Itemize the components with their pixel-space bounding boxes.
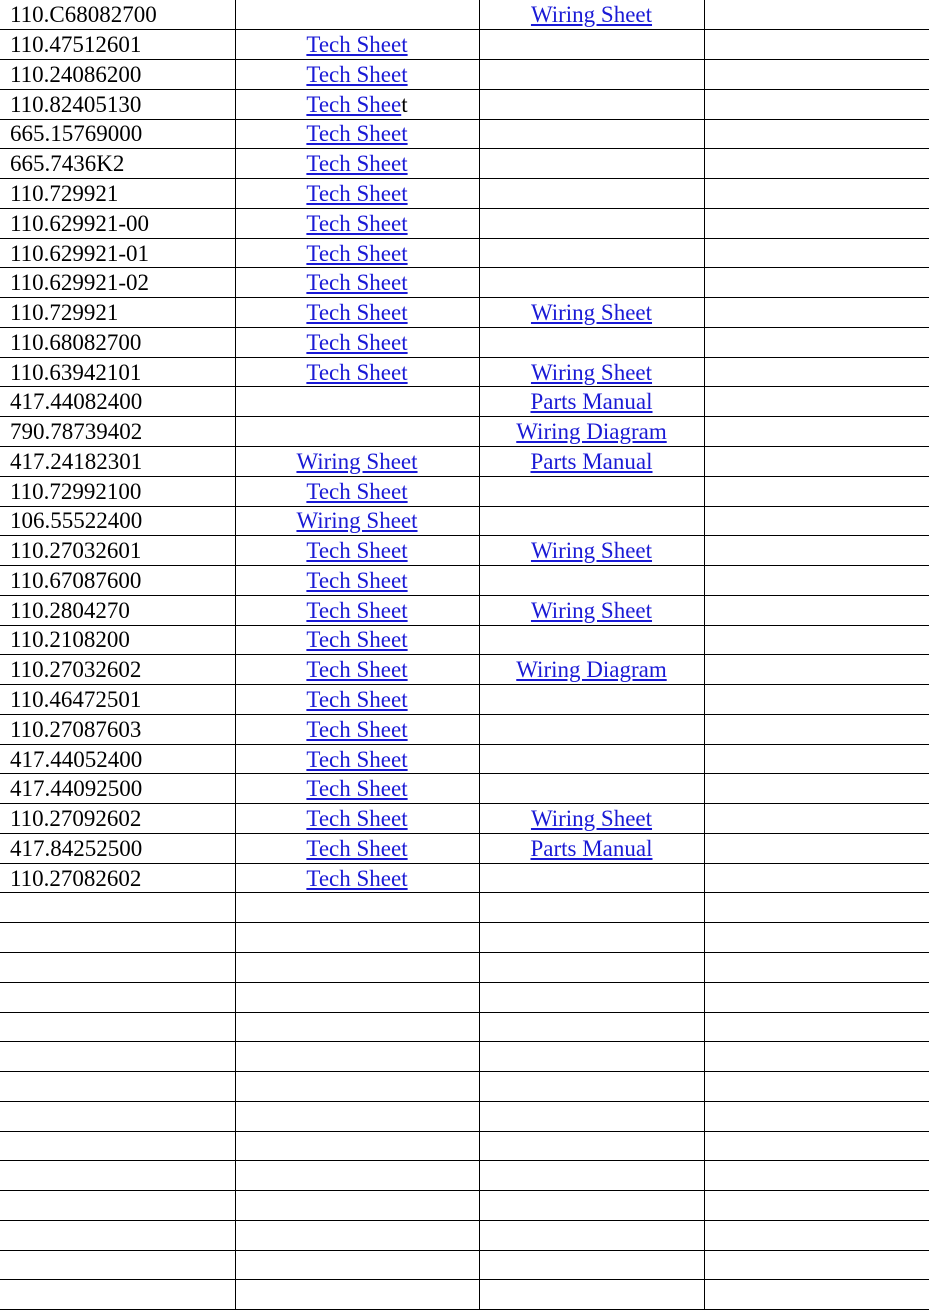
- document-link-cell: [235, 119, 479, 149]
- document-link-cell: [479, 179, 704, 209]
- document-link-cell: [235, 506, 479, 536]
- document-link-cell: [235, 744, 479, 774]
- tech-sheet-link[interactable]: Tech Sheet: [306, 121, 408, 147]
- empty-cell: [479, 1131, 704, 1161]
- empty-cell: [235, 1012, 479, 1042]
- table-row: [0, 89, 929, 119]
- tech-sheet-link[interactable]: Tech Sheet: [306, 270, 408, 296]
- empty-table-row: [0, 1191, 929, 1221]
- document-link-cell: [235, 804, 479, 834]
- model-number-cell: 110.27087603: [0, 714, 235, 744]
- table-row: [0, 476, 929, 506]
- document-link-cell: [479, 149, 704, 179]
- empty-cell: [0, 1191, 235, 1221]
- empty-cell: [704, 0, 929, 30]
- tech-sheet-link[interactable]: Tech Sheet: [306, 32, 408, 58]
- empty-cell: [704, 923, 929, 953]
- empty-cell: [704, 60, 929, 90]
- empty-cell: [0, 893, 235, 923]
- document-link-cell: [479, 357, 704, 387]
- document-link-cell: [235, 357, 479, 387]
- document-link-cell: [235, 595, 479, 625]
- document-link-cell: [479, 774, 704, 804]
- empty-cell: [479, 1250, 704, 1280]
- empty-table-row: [0, 1042, 929, 1072]
- empty-table-row: [0, 1012, 929, 1042]
- empty-cell: [704, 30, 929, 60]
- model-number-cell: 110.27092602: [0, 804, 235, 834]
- tech-sheet-link[interactable]: Tech Sheet: [306, 151, 408, 177]
- table-row: [0, 506, 929, 536]
- document-link-cell: [479, 119, 704, 149]
- table-row: [0, 744, 929, 774]
- table-row: [0, 714, 929, 744]
- tech-sheet-link[interactable]: Tech Sheet: [306, 61, 408, 87]
- table-row: [0, 208, 929, 238]
- document-link-cell: [235, 149, 479, 179]
- empty-cell: [235, 1101, 479, 1131]
- document-link-cell: [479, 685, 704, 715]
- wiring-sheet-link[interactable]: Wiring Sheet: [530, 597, 653, 623]
- empty-cell: [235, 953, 479, 983]
- tech-sheet-link[interactable]: Tech Sheet: [306, 746, 408, 772]
- document-link-cell: [235, 0, 479, 30]
- document-link-cell: [235, 298, 479, 328]
- document-link-cell: [235, 179, 479, 209]
- empty-table-row: [0, 953, 929, 983]
- empty-cell: [235, 1191, 479, 1221]
- document-link-cell: [479, 833, 704, 863]
- table-row: [0, 566, 929, 596]
- empty-cell: [479, 1280, 704, 1310]
- model-number-cell: 665.7436K2: [0, 149, 235, 179]
- document-link-cell: [235, 446, 479, 476]
- parts-manual-link[interactable]: Parts Manual: [530, 835, 653, 861]
- tech-sheet-link[interactable]: Tech Sheet: [306, 478, 408, 504]
- empty-cell: [479, 1042, 704, 1072]
- table-row: [0, 685, 929, 715]
- empty-table-row: [0, 1280, 929, 1310]
- tech-sheet-link[interactable]: Tech Sheet: [306, 359, 408, 385]
- table-row: [0, 595, 929, 625]
- empty-cell: [479, 1161, 704, 1191]
- empty-table-row: [0, 1101, 929, 1131]
- parts-manual-link[interactable]: Parts Manual: [530, 389, 653, 415]
- table-row: [0, 30, 929, 60]
- parts-manual-link[interactable]: Parts Manual: [530, 448, 653, 474]
- document-link-cell: [235, 774, 479, 804]
- model-number-cell: 110.47512601: [0, 30, 235, 60]
- empty-cell: [0, 923, 235, 953]
- empty-cell: [704, 357, 929, 387]
- model-number-cell: 110.67087600: [0, 566, 235, 596]
- document-link-cell: [479, 566, 704, 596]
- tech-sheet-link[interactable]: Tech Sheet: [306, 806, 408, 832]
- empty-cell: [704, 1072, 929, 1102]
- document-link-cell: [235, 268, 479, 298]
- document-link-cell: [479, 595, 704, 625]
- empty-cell: [479, 982, 704, 1012]
- empty-cell: [704, 804, 929, 834]
- empty-cell: [704, 833, 929, 863]
- document-link-cell: [235, 387, 479, 417]
- empty-cell: [704, 1191, 929, 1221]
- model-number-cell: 110.46472501: [0, 685, 235, 715]
- table-row: [0, 0, 929, 30]
- model-number-cell: 110.27082602: [0, 863, 235, 893]
- table-row: [0, 804, 929, 834]
- empty-cell: [235, 923, 479, 953]
- empty-cell: [479, 953, 704, 983]
- empty-cell: [479, 1220, 704, 1250]
- empty-cell: [0, 1072, 235, 1102]
- empty-cell: [704, 1161, 929, 1191]
- tech-sheet-link[interactable]: Tech Sheet: [306, 180, 408, 206]
- document-link-cell: [235, 625, 479, 655]
- model-number-cell: 417.44082400: [0, 387, 235, 417]
- empty-cell: [0, 1280, 235, 1310]
- wiring-diagram-link[interactable]: Wiring Diagram: [516, 657, 667, 683]
- model-number-cell: 110.729921: [0, 179, 235, 209]
- table-row: [0, 387, 929, 417]
- empty-cell: [235, 982, 479, 1012]
- empty-cell: [704, 625, 929, 655]
- model-number-cell: 110.2804270: [0, 595, 235, 625]
- empty-cell: [704, 149, 929, 179]
- document-link-cell: [479, 298, 704, 328]
- empty-cell: [704, 119, 929, 149]
- empty-cell: [704, 268, 929, 298]
- empty-table-row: [0, 1250, 929, 1280]
- empty-cell: [704, 744, 929, 774]
- table-row: [0, 774, 929, 804]
- model-number-cell: 110.729921: [0, 298, 235, 328]
- document-link-cell: [235, 60, 479, 90]
- document-link-cell: [235, 327, 479, 357]
- empty-cell: [704, 893, 929, 923]
- document-link-cell: [235, 833, 479, 863]
- document-link-cell: [479, 655, 704, 685]
- empty-cell: [235, 1131, 479, 1161]
- empty-cell: [704, 327, 929, 357]
- table-row: [0, 417, 929, 447]
- empty-cell: [704, 655, 929, 685]
- document-link-cell: [479, 476, 704, 506]
- document-link-cell: [235, 417, 479, 447]
- empty-table-row: [0, 1072, 929, 1102]
- tech-sheet-link[interactable]: Tech Sheet: [306, 776, 408, 802]
- table-row: [0, 119, 929, 149]
- empty-cell: [0, 982, 235, 1012]
- empty-cell: [704, 536, 929, 566]
- empty-cell: [0, 1250, 235, 1280]
- wiring-sheet-link[interactable]: Wiring Sheet: [530, 2, 653, 28]
- document-link-cell: [235, 30, 479, 60]
- table-row: [0, 179, 929, 209]
- tech-sheet-link[interactable]: Tech Sheet: [306, 538, 408, 564]
- empty-cell: [235, 893, 479, 923]
- document-link-cell: [479, 446, 704, 476]
- model-number-cell: 665.15769000: [0, 119, 235, 149]
- tech-sheet-link[interactable]: Tech Sheet: [306, 835, 408, 861]
- empty-cell: [704, 774, 929, 804]
- document-link-cell: [235, 238, 479, 268]
- document-link-cell: [235, 536, 479, 566]
- model-number-cell: 790.78739402: [0, 417, 235, 447]
- model-number-cell: 110.2108200: [0, 625, 235, 655]
- empty-cell: [235, 1280, 479, 1310]
- empty-cell: [704, 1220, 929, 1250]
- table-row: [0, 149, 929, 179]
- document-link-cell: [479, 714, 704, 744]
- empty-cell: [235, 1161, 479, 1191]
- tech-sheet-link[interactable]: Tech Sheet: [306, 300, 408, 326]
- empty-cell: [0, 1042, 235, 1072]
- table-row: [0, 655, 929, 685]
- document-link-cell: [479, 30, 704, 60]
- table-row: [0, 298, 929, 328]
- model-number-cell: 110.629921-01: [0, 238, 235, 268]
- wiring-sheet-link[interactable]: Wiring Sheet: [530, 300, 653, 326]
- wiring-sheet-link[interactable]: Wiring Sheet: [296, 508, 418, 534]
- table-row: [0, 863, 929, 893]
- empty-cell: [479, 1012, 704, 1042]
- document-link-cell: [479, 238, 704, 268]
- model-number-cell: 110.82405130: [0, 89, 235, 119]
- empty-cell: [704, 953, 929, 983]
- wiring-diagram-link[interactable]: Wiring Diagram: [516, 419, 667, 445]
- document-link-cell: [479, 327, 704, 357]
- document-link-cell: [479, 417, 704, 447]
- table-row: [0, 625, 929, 655]
- model-number-cell: 417.44052400: [0, 744, 235, 774]
- model-number-cell: 110.24086200: [0, 60, 235, 90]
- empty-cell: [0, 1161, 235, 1191]
- table-row: [0, 833, 929, 863]
- document-link-cell: [235, 566, 479, 596]
- document-link-cell: [235, 89, 479, 119]
- empty-cell: [704, 446, 929, 476]
- document-link-cell: [235, 863, 479, 893]
- empty-cell: [479, 893, 704, 923]
- empty-cell: [704, 566, 929, 596]
- tech-sheet-link[interactable]: Tech Sheet: [306, 865, 408, 891]
- document-link-cell: [235, 655, 479, 685]
- empty-cell: [0, 1101, 235, 1131]
- document-link-cell: [235, 476, 479, 506]
- tech-sheet-link[interactable]: Tech Sheet: [306, 210, 408, 236]
- empty-cell: [479, 1101, 704, 1131]
- table-row: [0, 327, 929, 357]
- tech-sheet-link[interactable]: Tech Sheet: [306, 597, 408, 623]
- empty-cell: [704, 387, 929, 417]
- model-number-cell: 110.63942101: [0, 357, 235, 387]
- empty-table-row: [0, 982, 929, 1012]
- empty-cell: [704, 298, 929, 328]
- empty-cell: [704, 1250, 929, 1280]
- tech-sheet-link[interactable]: Tech Sheet: [306, 716, 408, 742]
- model-number-cell: 110.629921-02: [0, 268, 235, 298]
- empty-cell: [704, 1101, 929, 1131]
- wiring-sheet-link[interactable]: Wiring Sheet: [530, 806, 653, 832]
- empty-cell: [235, 1250, 479, 1280]
- empty-cell: [704, 1042, 929, 1072]
- empty-cell: [704, 476, 929, 506]
- empty-cell: [479, 1072, 704, 1102]
- wiring-sheet-link[interactable]: Wiring Sheet: [530, 359, 653, 385]
- empty-cell: [0, 953, 235, 983]
- empty-table-row: [0, 1131, 929, 1161]
- model-number-cell: 110.27032601: [0, 536, 235, 566]
- document-link-cell: [479, 208, 704, 238]
- document-link-cell: [479, 506, 704, 536]
- document-link-cell: [479, 744, 704, 774]
- wiring-sheet-link[interactable]: Wiring Sheet: [530, 538, 653, 564]
- table-row: [0, 60, 929, 90]
- table-row: [0, 536, 929, 566]
- document-link-cell: [479, 0, 704, 30]
- link-trailing-text: t: [401, 91, 408, 117]
- document-link-cell: [479, 804, 704, 834]
- empty-cell: [704, 714, 929, 744]
- tech-sheet-link[interactable]: Tech Sheet: [306, 686, 408, 712]
- empty-cell: [704, 179, 929, 209]
- empty-cell: [0, 1220, 235, 1250]
- empty-cell: [235, 1042, 479, 1072]
- empty-cell: [704, 208, 929, 238]
- model-number-cell: 417.24182301: [0, 446, 235, 476]
- model-number-cell: 417.44092500: [0, 774, 235, 804]
- model-number-cell: 110.C68082700: [0, 0, 235, 30]
- empty-cell: [704, 685, 929, 715]
- empty-cell: [235, 1072, 479, 1102]
- table-row: [0, 268, 929, 298]
- empty-cell: [235, 1220, 479, 1250]
- empty-table-row: [0, 893, 929, 923]
- empty-cell: [704, 506, 929, 536]
- document-link-cell: [479, 625, 704, 655]
- model-number-cell: 417.84252500: [0, 833, 235, 863]
- document-link-cell: [479, 268, 704, 298]
- empty-cell: [0, 1131, 235, 1161]
- empty-cell: [704, 417, 929, 447]
- model-number-cell: 110.72992100: [0, 476, 235, 506]
- table-row: [0, 238, 929, 268]
- table-row: [0, 446, 929, 476]
- document-link-cell: [479, 60, 704, 90]
- document-link-cell: [479, 536, 704, 566]
- tech-sheet-link[interactable]: Tech Sheet: [306, 657, 408, 683]
- document-link-cell: [479, 387, 704, 417]
- empty-table-row: [0, 1161, 929, 1191]
- empty-cell: [704, 1131, 929, 1161]
- model-number-cell: 110.629921-00: [0, 208, 235, 238]
- document-link-cell: [479, 89, 704, 119]
- empty-table-row: [0, 923, 929, 953]
- tech-sheet-link[interactable]: Tech Sheet: [306, 329, 408, 355]
- empty-cell: [479, 923, 704, 953]
- document-link-cell: [479, 863, 704, 893]
- model-number-cell: 106.55522400: [0, 506, 235, 536]
- empty-cell: [704, 89, 929, 119]
- tech-sheet-link[interactable]: Tech Sheet: [306, 240, 408, 266]
- tech-sheet-link[interactable]: Tech Sheet: [306, 567, 408, 593]
- empty-cell: [704, 1012, 929, 1042]
- empty-cell: [0, 1012, 235, 1042]
- empty-table-row: [0, 1220, 929, 1250]
- empty-cell: [704, 595, 929, 625]
- wiring-sheet-link[interactable]: Wiring Sheet: [296, 448, 418, 474]
- empty-cell: [704, 982, 929, 1012]
- table-row: [0, 357, 929, 387]
- model-number-cell: 110.68082700: [0, 327, 235, 357]
- empty-cell: [479, 1191, 704, 1221]
- document-link-cell: [235, 685, 479, 715]
- model-number-cell: 110.27032602: [0, 655, 235, 685]
- empty-cell: [704, 863, 929, 893]
- tech-shee-link[interactable]: Tech Shee: [306, 91, 402, 117]
- empty-cell: [704, 1280, 929, 1310]
- tech-sheet-link[interactable]: Tech Sheet: [306, 627, 408, 653]
- document-link-cell: [235, 208, 479, 238]
- empty-cell: [704, 238, 929, 268]
- document-link-cell: [235, 714, 479, 744]
